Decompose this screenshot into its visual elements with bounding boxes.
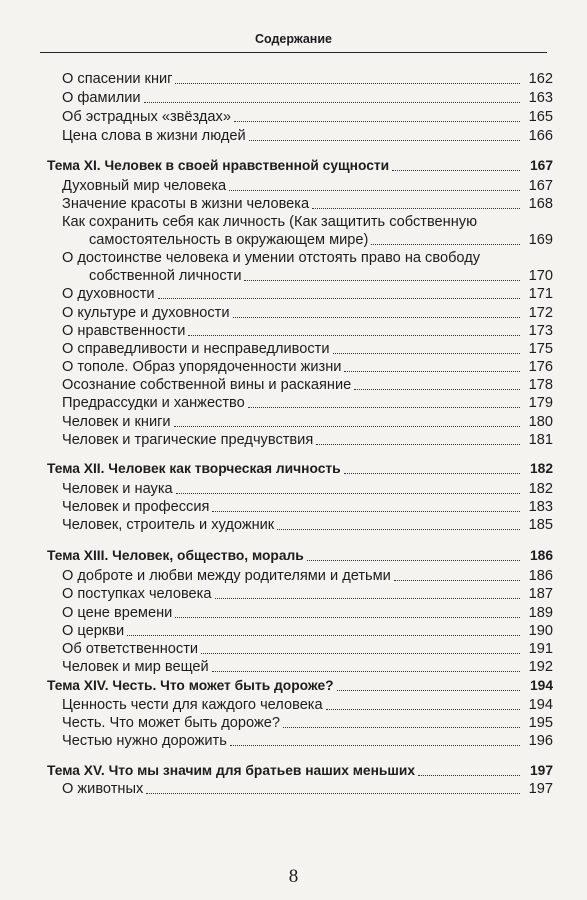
toc-entry <box>62 780 553 798</box>
toc-entry <box>62 89 553 107</box>
toc-entry <box>62 195 553 213</box>
toc-entry <box>62 127 553 145</box>
dot-leader <box>215 598 520 599</box>
toc-page-number: 178 <box>528 377 553 393</box>
toc-entry <box>62 585 553 603</box>
dot-leader <box>174 426 520 427</box>
dot-leader <box>144 102 520 103</box>
dot-leader <box>230 745 520 746</box>
toc-entry <box>62 732 553 750</box>
dot-leader <box>307 560 520 561</box>
toc-entry-title: Человек и профессия <box>62 499 210 515</box>
toc-entry-title: Человек и наука <box>62 481 173 497</box>
toc-entry-title: Осознание собственной вины и раскаяние <box>62 377 352 393</box>
toc-entry <box>62 177 553 195</box>
toc-entry <box>62 696 553 714</box>
dot-leader <box>248 407 520 408</box>
toc-page-number: 196 <box>528 733 553 749</box>
toc-entry <box>62 249 553 267</box>
dot-leader <box>158 298 520 299</box>
toc-entry <box>62 431 553 449</box>
toc-entry-title: О фамилии <box>62 90 141 106</box>
dot-leader <box>201 653 520 654</box>
toc-page-number: 181 <box>528 432 553 448</box>
dot-leader <box>371 244 520 245</box>
toc-entry-title: Тема XII. Человек как творческая личность <box>47 461 341 476</box>
toc-entry <box>62 70 553 88</box>
toc-entry <box>62 622 553 640</box>
toc-page-number: 169 <box>528 232 553 248</box>
dot-leader <box>176 493 520 494</box>
toc-entry-title: О тополе. Образ упорядоченности жизни <box>62 359 342 375</box>
toc-entry-title: Человек и мир вещей <box>62 659 209 675</box>
toc-page-number: 167 <box>528 178 553 194</box>
toc-entry <box>62 376 553 394</box>
toc-page-number: 185 <box>528 517 553 533</box>
toc-page-number: 189 <box>528 605 553 621</box>
dot-leader <box>316 444 520 445</box>
toc-page-number: 167 <box>529 158 553 173</box>
dot-leader <box>249 140 520 141</box>
toc-entry <box>62 108 553 126</box>
toc-entry-title: собственной личности <box>89 268 242 284</box>
dot-leader <box>312 208 520 209</box>
toc-page-number: 175 <box>528 341 553 357</box>
dot-leader <box>244 280 520 281</box>
toc-page-number: 186 <box>529 548 553 563</box>
toc-entry <box>62 498 553 516</box>
toc-page-number: 183 <box>528 499 553 515</box>
toc-page-number: 168 <box>528 196 553 212</box>
toc-entry <box>62 604 553 622</box>
toc-topic-heading <box>47 460 553 478</box>
toc-entry-title: Тема XIII. Человек, общество, мораль <box>47 548 304 563</box>
dot-leader <box>344 371 520 372</box>
dot-leader <box>326 709 520 710</box>
toc-page-number: 197 <box>529 763 553 778</box>
toc-entry-title: Предрассудки и ханжество <box>62 395 245 411</box>
dot-leader <box>234 121 520 122</box>
toc-entry <box>62 714 553 732</box>
dot-leader <box>212 511 520 512</box>
toc-entry-title: Человек и трагические предчувствия <box>62 432 314 448</box>
toc-entry <box>62 358 553 376</box>
toc-entry <box>62 394 553 412</box>
toc-entry-title: Тема XV. Что мы значим для братьев наших меньших <box>47 763 416 778</box>
toc-entry-title: О достоинстве человека и умении отстоять право на свободу <box>62 250 481 266</box>
dot-leader <box>418 775 520 776</box>
dot-leader <box>354 389 520 390</box>
dot-leader <box>229 190 520 191</box>
toc-page-number: 182 <box>528 481 553 497</box>
toc-page-number: 197 <box>528 781 553 797</box>
toc-entry-title: Ценность чести для каждого человека <box>62 697 323 713</box>
toc-entry-title: О доброте и любви между родителями и детьми <box>62 568 391 584</box>
toc-entry <box>62 213 553 231</box>
dot-leader <box>188 335 520 336</box>
toc-entry-title: О животных <box>62 781 144 797</box>
toc-page-number: 182 <box>529 461 553 476</box>
toc-page-number: 194 <box>529 678 553 693</box>
dot-leader <box>212 671 520 672</box>
toc-entry <box>62 413 553 431</box>
toc-entry <box>62 322 553 340</box>
toc-entry <box>62 340 553 358</box>
toc-entry <box>62 640 553 658</box>
toc-topic-heading <box>47 762 553 780</box>
toc-entry-title: Об эстрадных «звёздах» <box>62 109 231 125</box>
toc-page-number: 170 <box>528 268 553 284</box>
toc-page-number: 186 <box>528 568 553 584</box>
toc-entry-title: Человек, строитель и художник <box>62 517 275 533</box>
toc-entry-title: Об ответственности <box>62 641 199 657</box>
toc-page-number: 191 <box>528 641 553 657</box>
toc-entry-title: О духовности <box>62 286 155 302</box>
toc-page-number: 162 <box>528 71 553 87</box>
toc-entry <box>62 516 553 534</box>
dot-leader <box>233 317 520 318</box>
toc-entry-title: Тема XIV. Честь. Что может быть дороже? <box>47 678 334 693</box>
toc-topic-heading <box>47 547 553 565</box>
toc-entry-title: Цена слова в жизни людей <box>62 128 246 144</box>
toc-entry <box>62 567 553 585</box>
dot-leader <box>333 353 520 354</box>
toc-page-number: 179 <box>528 395 553 411</box>
toc-entry-title: Значение красоты в жизни человека <box>62 196 310 212</box>
toc-entry-title: Духовный мир человека <box>62 178 227 194</box>
toc-entry <box>89 267 553 285</box>
toc-entry-title: О поступках человека <box>62 586 212 602</box>
toc-entry-title: Человек и книги <box>62 414 171 430</box>
toc-page-number: 172 <box>528 305 553 321</box>
dot-leader <box>277 529 520 530</box>
toc-page-number: 173 <box>528 323 553 339</box>
toc-entry-title: Как сохранить себя как личность (Как защитить собственную <box>62 214 478 230</box>
dot-leader <box>175 83 520 84</box>
running-header: Содержание <box>254 32 332 46</box>
toc-entry-title: О культуре и духовности <box>62 305 230 321</box>
toc-topic-heading <box>47 677 553 695</box>
toc-page-number: 171 <box>528 286 553 302</box>
dot-leader <box>127 635 520 636</box>
toc-entry <box>62 304 553 322</box>
toc-entry-title: Честью нужно дорожить <box>62 733 227 749</box>
toc-entry <box>62 658 553 676</box>
toc-entry-title: О цене времени <box>62 605 173 621</box>
toc-entry <box>62 285 553 303</box>
dot-leader <box>283 727 520 728</box>
toc-topic-heading <box>47 157 553 175</box>
dot-leader <box>392 170 520 171</box>
toc-page-number: 195 <box>528 715 553 731</box>
toc-entry-title: О церкви <box>62 623 125 639</box>
toc-page-number: 190 <box>528 623 553 639</box>
toc-page-number: 194 <box>528 697 553 713</box>
toc-entry-title: Тема XI. Человек в своей нравственной сущности <box>47 158 390 173</box>
dot-leader <box>394 580 520 581</box>
dot-leader <box>175 617 520 618</box>
toc-page-number: 165 <box>528 109 553 125</box>
dot-leader <box>146 793 520 794</box>
toc-page-number: 192 <box>528 659 553 675</box>
toc-entry <box>62 480 553 498</box>
toc-page-number: 176 <box>528 359 553 375</box>
page-number: 8 <box>288 866 299 887</box>
dot-leader <box>344 473 520 474</box>
toc-entry-title: О справедливости и несправедливости <box>62 341 330 357</box>
toc-entry-title: О нравственности <box>62 323 186 339</box>
toc-page-number: 166 <box>528 128 553 144</box>
dot-leader <box>337 690 520 691</box>
toc-page-number: 163 <box>528 90 553 106</box>
toc-entry <box>89 231 553 249</box>
toc-entry-title: О спасении книг <box>62 71 173 87</box>
toc-entry-title: самостоятельность в окружающем мире) <box>89 232 369 248</box>
toc-entry-title: Честь. Что может быть дороже? <box>62 715 280 731</box>
toc-page-number: 187 <box>528 586 553 602</box>
toc-page-number: 180 <box>528 414 553 430</box>
header-rule <box>40 52 547 53</box>
